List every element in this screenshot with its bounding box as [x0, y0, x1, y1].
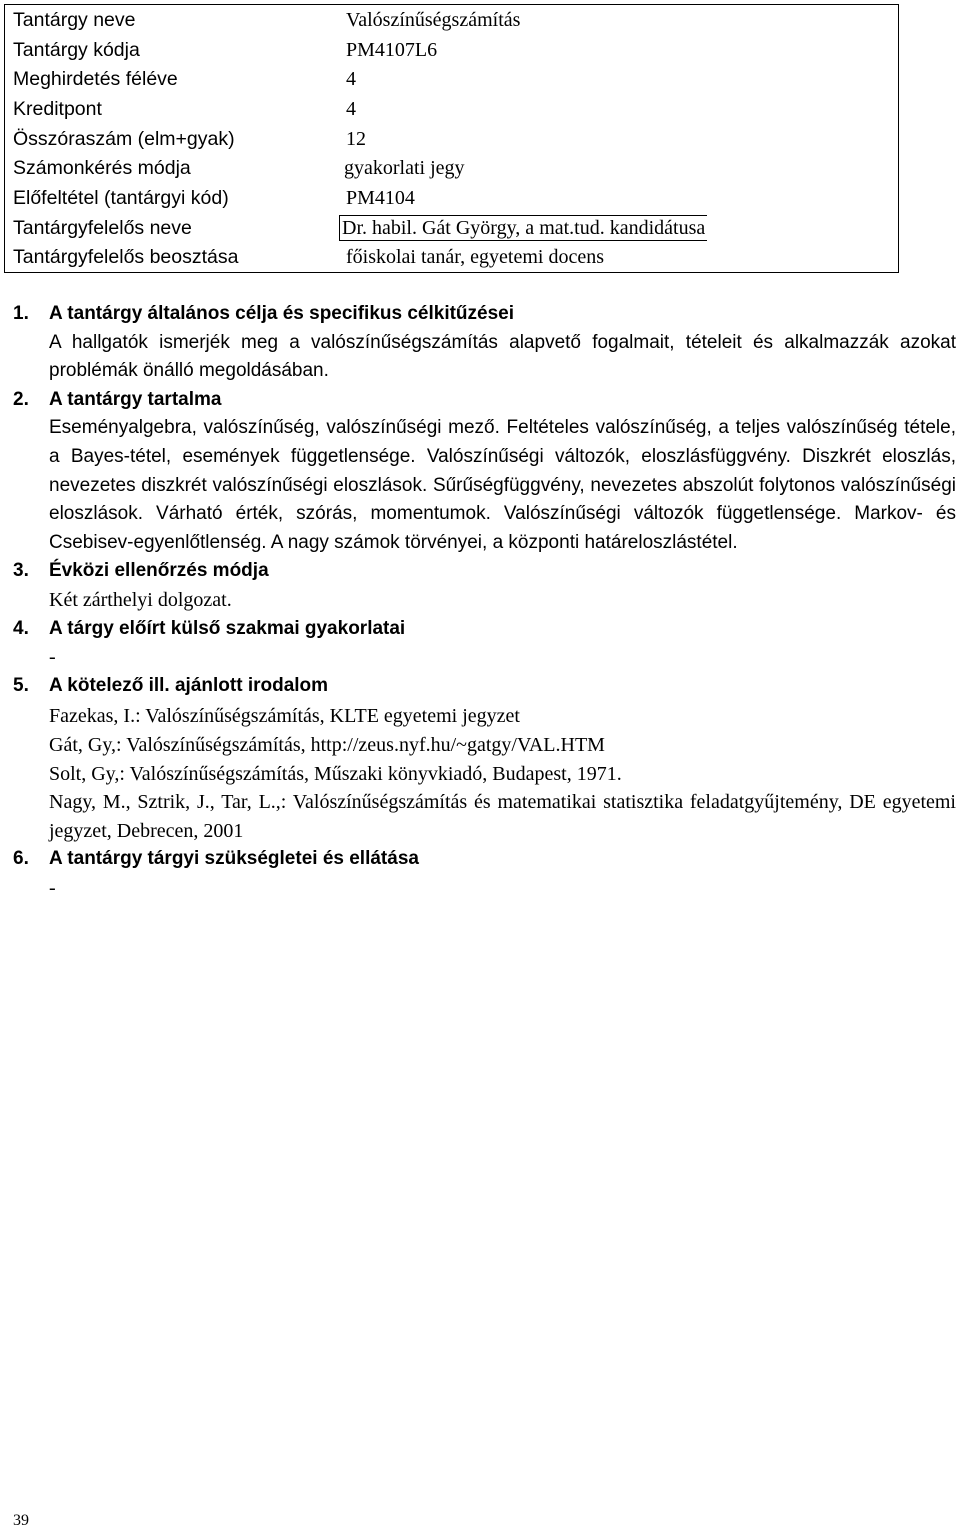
section-heading-requirements	[13, 845, 956, 874]
info-value: 4	[346, 68, 356, 91]
reference-item: Gát, Gy,: Valószínűségszámítás, http://zeus.nyf.hu/~gatgy/VAL.HTM	[49, 733, 605, 756]
reference-item: Solt, Gy,: Valószínűségszámítás, Műszaki könyvkiadó, Budapest, 1971.	[49, 762, 622, 785]
info-label: Összóraszám (elm+gyak)	[13, 127, 235, 150]
info-label: Tantárgyfelelős beosztása	[13, 246, 239, 269]
info-row-credits	[5, 94, 898, 124]
info-label: Számonkérés módja	[13, 157, 191, 180]
info-row-assessment	[5, 153, 898, 183]
section-title: A kötelező ill. ajánlott irodalom	[49, 674, 329, 696]
section-body-literature	[13, 702, 956, 845]
info-value: PM4107L6	[346, 38, 438, 61]
info-label: Meghirdetés féléve	[13, 68, 178, 91]
section-heading-objectives	[13, 300, 956, 329]
reference-item: Nagy, M., Sztrik, J., Tar, L.,: Valószínűségszámítás és matematikai statisztika feladatgyűjtemény, DE egyetemi jegyzet, Debrecen, 2001	[49, 791, 956, 842]
section-number: 4.	[13, 617, 29, 639]
info-value: PM4104	[346, 186, 415, 209]
info-row-course-name	[5, 5, 898, 35]
section-text: A hallgatók ismerjék meg a valószínűségszámítás alapvető fogalmait, tételeit és alkalmazzák azokat problémák önálló megoldásában.	[49, 331, 956, 382]
info-value: Dr. habil. Gát György, a mat.tud. kandidátusa	[339, 215, 707, 241]
section-text: Eseményalgebra, valószínűség, valószínűségi mező. Feltételes valószínűség, a teljes valószínűség tétele, a Bayes-tétel, események függetlensége. Valószínűségi változók, eloszlásfüggvény. Diszkrét eloszlás, nevezetes diszkrét valószínűségi eloszlások. Sűrűségfüggvény, nevezetes abszolút folytonos valószínűségi eloszlások. Várható érték, szórás, momentumok. Valószínűségi változók függetlensége. Markov- és Csebisev-egyenlőtlenség. A nagy számok törvényei, a központi határeloszlástétel.	[49, 417, 956, 553]
course-info-table	[4, 4, 899, 273]
info-row-responsible-position	[5, 243, 898, 273]
syllabus-content	[13, 300, 956, 902]
section-title: A tárgy előírt külső szakmai gyakorlatai	[49, 617, 406, 639]
section-number: 5.	[13, 674, 29, 696]
page-number: 39	[13, 1512, 29, 1529]
section-heading-literature	[13, 672, 956, 701]
info-row-total-hours	[5, 124, 898, 154]
info-row-semester	[5, 64, 898, 94]
section-title: A tantárgy általános célja és specifikus célkitűzései	[49, 303, 515, 324]
section-title: A tantárgy tárgyi szükségletei és ellátása	[49, 848, 419, 870]
section-number: 2.	[13, 388, 29, 410]
info-row-course-code	[5, 35, 898, 65]
section-body-practice: -	[49, 646, 56, 669]
section-title: A tantárgy tartalma	[49, 388, 222, 410]
info-label: Tantárgy neve	[13, 8, 136, 31]
info-label: Előfeltétel (tantárgyi kód)	[13, 186, 229, 209]
section-body-assessment	[13, 586, 956, 615]
section-number: 1.	[13, 303, 29, 324]
section-body-objectives	[13, 329, 956, 386]
section-body-requirements: -	[49, 876, 56, 899]
info-label: Tantárgy kódja	[13, 38, 140, 61]
section-number: 6.	[13, 848, 29, 870]
info-row-prerequisite	[5, 183, 898, 213]
section-body-content	[13, 414, 956, 557]
info-row-responsible-name	[5, 213, 898, 243]
reference-item: Fazekas, I.: Valószínűségszámítás, KLTE egyetemi jegyzet	[49, 705, 520, 728]
info-value: 4	[346, 97, 356, 120]
section-heading-practice	[13, 615, 956, 644]
info-value: Valószínűségszámítás	[346, 8, 521, 31]
info-value: gyakorlati jegy	[344, 157, 465, 180]
section-heading-content	[13, 386, 956, 415]
section-text: Két zárthelyi dolgozat.	[49, 588, 232, 611]
info-value: 12	[346, 127, 366, 150]
info-value: főiskolai tanár, egyetemi docens	[346, 246, 604, 269]
section-title: Évközi ellenőrzés módja	[49, 560, 269, 582]
section-number: 3.	[13, 560, 29, 582]
info-label: Tantárgyfelelős neve	[13, 216, 192, 239]
info-label: Kreditpont	[13, 97, 102, 120]
section-heading-assessment	[13, 557, 956, 586]
